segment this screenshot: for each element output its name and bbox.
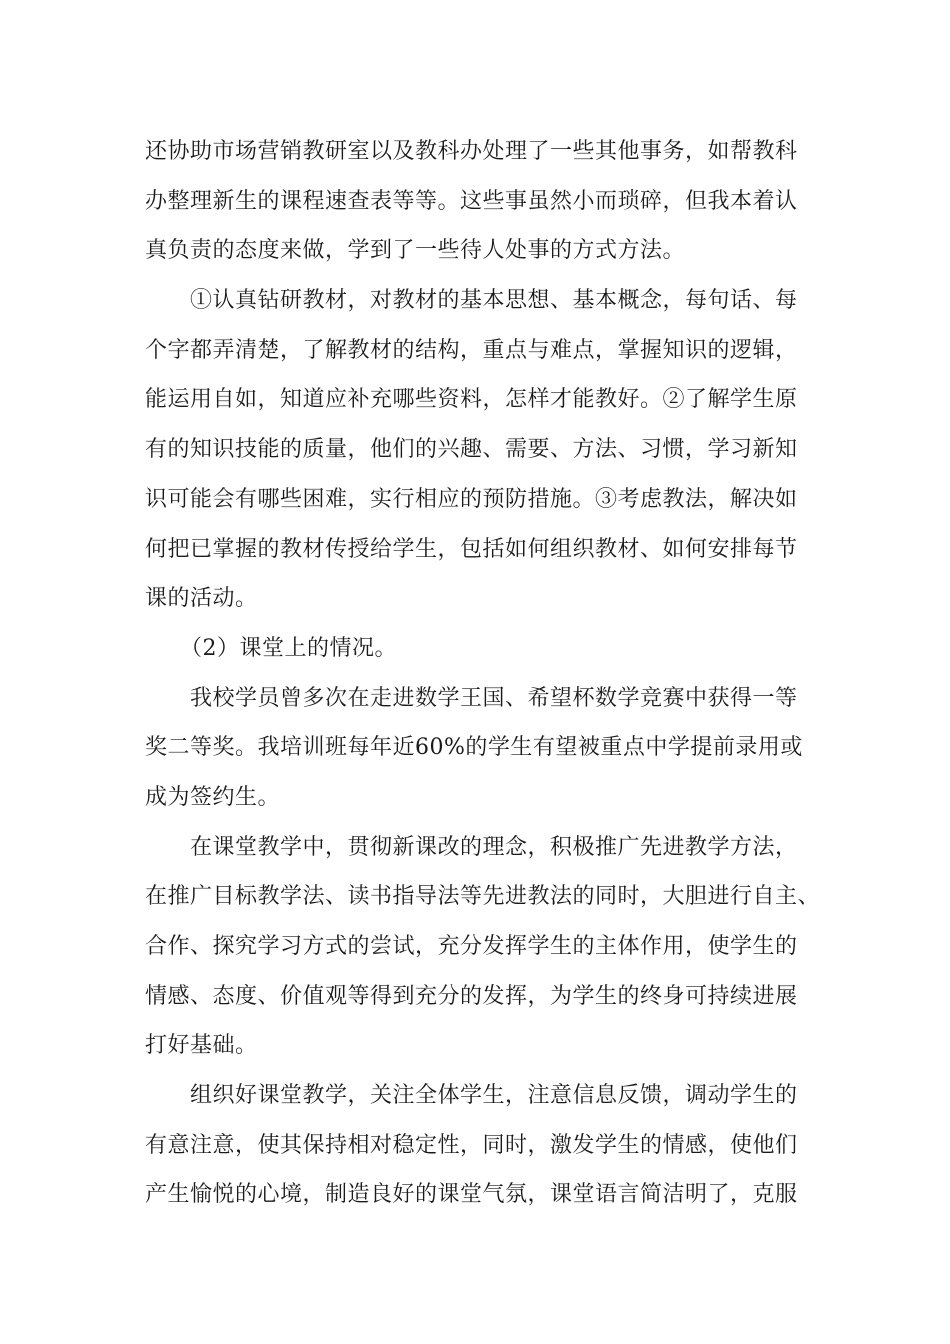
text-line: 产生愉悦的心境，制造良好的课堂气氛，课堂语言简洁明了，克服	[145, 1182, 798, 1207]
text-line: 组织好课堂教学，关注全体学生，注意信息反馈，调动学生的	[190, 1083, 798, 1108]
text-line: 能运用自如，知道应补充哪些资料，怎样才能教好。②了解学生原	[145, 387, 798, 412]
text-line: 在课堂教学中，贯彻新课改的理念，积极推广先进教学方法，	[190, 835, 798, 860]
text-line: 奖二等奖。我培训班每年近60%的学生有望被重点中学提前录用或	[145, 735, 803, 760]
text-line: 有的知识技能的质量，他们的兴趣、需要、方法、习惯，学习新知	[145, 437, 798, 462]
text-line: 我校学员曾多次在走进数学王国、希望杯数学竞赛中获得一等	[190, 686, 798, 711]
text-line: 在推广目标教学法、读书指导法等先进教法的同时，大胆进行自主、	[145, 884, 821, 909]
text-line: 打好基础。	[145, 1033, 258, 1058]
text-line: 情感、态度、价值观等得到充分的发挥，为学生的终身可持续进展	[145, 984, 798, 1009]
text-line: ①认真钻研教材，对教材的基本思想、基本概念，每句话、每	[190, 288, 798, 313]
text-line: 何把已掌握的教材传授给学生，包括如何组织教材、如何安排每节	[145, 537, 798, 562]
text-line: 成为签约生。	[145, 785, 281, 810]
text-line: 还协助市场营销教研室以及教科办处理了一些其他事务，如帮教科	[145, 139, 798, 164]
text-line: 课的活动。	[145, 586, 258, 611]
text-line: 真负责的态度来做，学到了一些待人处事的方式方法。	[145, 238, 686, 263]
text-line: 有意注意，使其保持相对稳定性，同时，激发学生的情感，使他们	[145, 1133, 798, 1158]
section-heading: （2）课堂上的情况。	[180, 636, 397, 661]
text-line: 办整理新生的课程速查表等等。这些事虽然小而琐碎，但我本着认	[145, 189, 798, 214]
text-line: 个字都弄清楚，了解教材的结构，重点与难点，掌握知识的逻辑，	[145, 338, 798, 363]
text-line: 识可能会有哪些困难，实行相应的预防措施。③考虑教法，解决如	[145, 487, 798, 512]
text-line: 合作、探究学习方式的尝试，充分发挥学生的主体作用，使学生的	[145, 934, 798, 959]
